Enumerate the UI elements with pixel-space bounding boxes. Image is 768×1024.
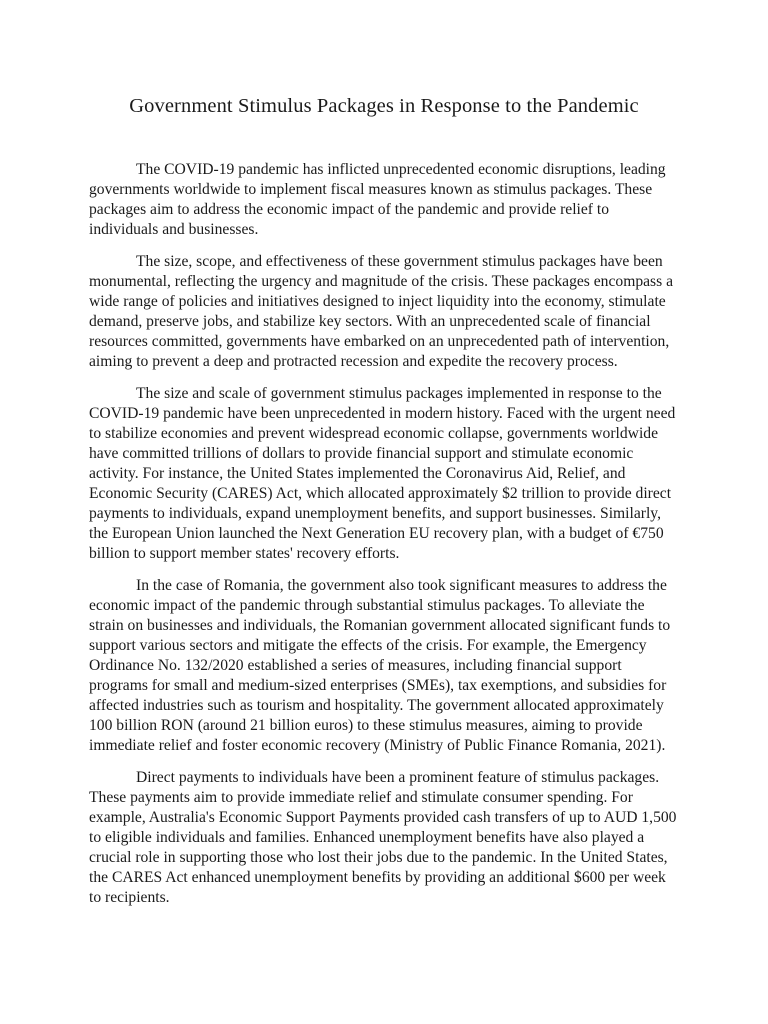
- paragraph-scale: The size and scale of government stimulus packages implemented in response to the COVID-19 pandemic have been unprecedented in modern history. Faced with the urgent need to stabilize economies and prevent widespread economic collapse, governments worldwide have committed trillions of dollars to provide financial support and stimulate economic activity. For instance, the United States implemented the Coronavirus Aid, Relief, and Economic Security (CARES) Act, which allocated approximately $2 trillion to provide direct payments to individuals, expand unemployment benefits, and support businesses. Similarly, the European Union launched the Next Generation EU recovery plan, with a budget of €750 billion to support member states' recovery efforts.: [89, 385, 676, 562]
- document-body: [89, 160, 681, 920]
- document-title: Government Stimulus Packages in Response to the Pandemic: [129, 95, 639, 117]
- paragraph-direct-payments: Direct payments to individuals have been a prominent feature of stimulus packages. These payments aim to provide immediate relief and stimulate consumer spending. For example, Australia's Economic Support Payments provided cash transfers of up to AUD 1,500 to eligible individuals and families. Enhanced unemployment benefits have also played a crucial role in supporting those who lost their jobs due to the pandemic. In the United States, the CARES Act enhanced unemployment benefits by providing an additional $600 per week to recipients.: [89, 769, 677, 906]
- paragraph-scope: The size, scope, and effectiveness of these government stimulus packages have been monumental, reflecting the urgency and magnitude of the crisis. These packages encompass a wide range of policies and initiatives designed to inject liquidity into the economy, stimulate demand, preserve jobs, and stabilize key sectors. With an unprecedented scale of financial resources committed, governments have embarked on an unprecedented path of intervention, aiming to prevent a deep and protracted recession and expedite the recovery process.: [89, 253, 673, 370]
- paragraph-romania: In the case of Romania, the government also took significant measures to address the economic impact of the pandemic through substantial stimulus packages. To alleviate the strain on businesses and individuals, the Romanian government allocated significant funds to support various sectors and mitigate the effects of the crisis. For example, the Emergency Ordinance No. 132/2020 established a series of measures, including financial support programs for small and medium-sized enterprises (SMEs), tax exemptions, and subsidies for affected industries such as tourism and hospitality. The government allocated approximately 100 billion RON (around 21 billion euros) to these stimulus measures, aiming to provide immediate relief and foster economic recovery (Ministry of Public Finance Romania, 2021).: [89, 577, 671, 754]
- paragraph-intro: The COVID-19 pandemic has inflicted unprecedented economic disruptions, leading governments worldwide to implement fiscal measures known as stimulus packages. These packages aim to address the economic impact of the pandemic and provide relief to individuals and businesses.: [89, 161, 666, 238]
